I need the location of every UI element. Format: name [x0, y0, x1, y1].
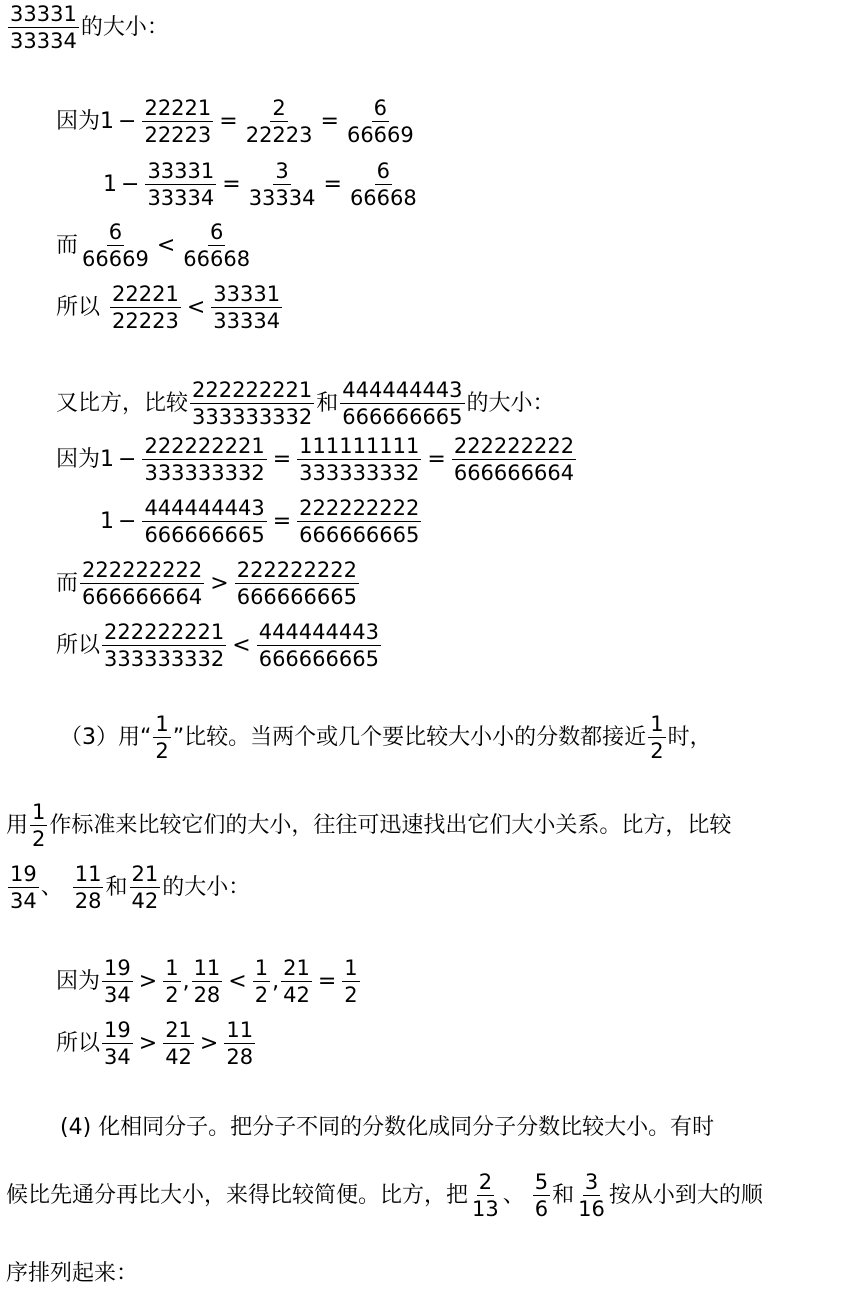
ex2-line3 [56, 558, 361, 609]
text: 按从小到大的顺 [608, 1182, 763, 1208]
fraction [110, 282, 181, 333]
denominator: 66669 [82, 247, 149, 272]
denominator: 66669 [346, 123, 414, 148]
denominator: 6 [534, 1197, 549, 1222]
numerator: 21 [163, 1018, 194, 1044]
ex1-line3 [56, 220, 254, 271]
denominator: 2 [650, 739, 664, 764]
fraction [130, 862, 161, 913]
numerator: 33331 [211, 282, 282, 308]
numerator: 3 [583, 1170, 600, 1196]
one: 1 [100, 108, 115, 134]
numerator: 6 [372, 96, 389, 122]
numerator: 22221 [142, 96, 213, 122]
denominator: 333333332 [104, 647, 225, 672]
numerator: 2 [270, 96, 287, 122]
text: 的大小： [466, 390, 555, 416]
denominator: 28 [226, 1045, 254, 1070]
lead-text: 而 [56, 232, 79, 258]
numerator: 6 [107, 220, 124, 246]
numerator: 222222221 [102, 620, 226, 646]
fraction [648, 712, 665, 763]
greater-than-sign: > [210, 570, 229, 596]
text: 、 [40, 874, 63, 900]
numerator: 1 [30, 800, 47, 826]
fraction [73, 862, 104, 913]
lead-text: 而 [56, 570, 79, 596]
comma: , [182, 968, 190, 994]
numerator: 21 [281, 956, 312, 982]
lead-text: 又比方，比较 [56, 390, 189, 416]
fraction [348, 159, 419, 210]
numerator: 19 [8, 862, 39, 888]
numerator: 22221 [110, 282, 181, 308]
numerator: 11 [73, 862, 104, 888]
less-than-sign: < [232, 632, 251, 658]
minus-sign: − [118, 508, 137, 534]
numerator: 1 [342, 956, 359, 982]
fraction [80, 558, 204, 609]
ex2-line1 [56, 434, 578, 485]
numerator: 1 [253, 956, 270, 982]
fraction [297, 496, 421, 547]
equals-sign: = [222, 171, 241, 197]
numerator: 2 [477, 1170, 494, 1196]
numerator: 33331 [8, 2, 79, 28]
fraction [163, 1018, 194, 1069]
denominator: 33334 [213, 309, 281, 334]
numerator: 222222221 [190, 378, 314, 404]
equals-sign: = [427, 446, 446, 472]
sec3-line5 [56, 1018, 257, 1069]
text: 候比先通分再比大小，来得比较简便。比方，把 [6, 1182, 469, 1208]
text: 作标准来比较它们的大小，往往可迅速找出它们大小关系。比方，比较 [49, 812, 732, 838]
ex1-line2 [103, 159, 421, 210]
fraction [80, 220, 151, 271]
denominator: 666666665 [299, 523, 420, 548]
denominator: 2 [32, 827, 46, 852]
fraction [340, 378, 464, 429]
numerator: 222222222 [235, 558, 359, 584]
text: 和 [105, 874, 128, 900]
fraction [253, 956, 270, 1007]
lead-text: 因为 [56, 108, 101, 134]
numerator: 1 [648, 712, 665, 738]
fraction [224, 1018, 255, 1069]
numerator: 5 [533, 1170, 550, 1196]
sec3-line2 [6, 800, 731, 851]
fraction [30, 800, 47, 851]
denominator: 13 [472, 1197, 499, 1222]
numerator: 222222222 [297, 496, 421, 522]
denominator: 666666665 [258, 647, 379, 672]
numerator: 444444443 [340, 378, 464, 404]
denominator: 333333332 [299, 461, 420, 486]
numerator: 19 [102, 1018, 133, 1044]
denominator: 66668 [183, 247, 251, 272]
ex2-line2 [100, 496, 423, 547]
denominator: 66668 [349, 186, 417, 211]
fraction [244, 96, 315, 147]
denominator: 34 [104, 983, 131, 1008]
text: 时， [667, 724, 712, 750]
fraction [533, 1170, 550, 1221]
fraction [8, 2, 79, 53]
sec3-line1 [60, 712, 712, 763]
lead-text: 所以 [56, 632, 101, 658]
denominator: 333333332 [144, 461, 265, 486]
comma: , [272, 968, 280, 994]
lead-text: 因为 [56, 446, 101, 472]
denominator: 42 [283, 983, 310, 1008]
numerator: 1 [153, 712, 170, 738]
text: 用 [6, 812, 29, 838]
numerator: 6 [208, 220, 225, 246]
numerator: 222222222 [80, 558, 204, 584]
sec4-line3: 序排列起来： [6, 1261, 139, 1286]
denominator: 34 [10, 889, 37, 914]
denominator: 33334 [147, 186, 215, 211]
text: 、 [502, 1182, 525, 1208]
numerator: 33331 [145, 159, 216, 185]
denominator: 666666665 [236, 585, 357, 610]
lead-text: 所以 [56, 294, 101, 320]
denominator: 22223 [144, 123, 212, 148]
fraction [142, 434, 266, 485]
numerator: 222222222 [452, 434, 576, 460]
equals-sign: = [317, 968, 337, 994]
ex1-line4 [56, 282, 284, 333]
denominator: 666666665 [342, 405, 463, 430]
one: 1 [103, 171, 117, 197]
lead-text: 因为 [56, 968, 101, 994]
one: 1 [100, 446, 115, 472]
greater-than-sign: > [138, 1030, 158, 1056]
fraction [8, 862, 39, 913]
denominator: 34 [104, 1045, 131, 1070]
denominator: 2 [155, 739, 169, 764]
denominator: 2 [165, 983, 179, 1008]
greater-than-sign: > [199, 1030, 219, 1056]
denominator: 666666665 [144, 523, 265, 548]
equals-sign: = [272, 508, 292, 534]
lead-text: 所以 [56, 1030, 101, 1056]
less-than-sign: < [186, 294, 206, 320]
denominator: 2 [254, 983, 269, 1008]
denominator: 28 [74, 889, 102, 914]
fraction [235, 558, 359, 609]
fraction [163, 956, 180, 1007]
ex2-line4 [56, 620, 383, 671]
denominator: 22223 [245, 123, 313, 148]
denominator: 42 [165, 1045, 192, 1070]
fraction [281, 956, 312, 1007]
greater-than-sign: > [138, 968, 158, 994]
denominator: 333333332 [192, 405, 313, 430]
fraction [297, 434, 421, 485]
one: 1 [100, 508, 114, 534]
numerator: 111111111 [297, 434, 421, 460]
fraction [576, 1170, 607, 1221]
fraction [102, 956, 133, 1007]
numerator: 11 [224, 1018, 255, 1044]
fraction [342, 956, 359, 1007]
sec3-line3 [6, 862, 250, 913]
denominator: 666666664 [453, 461, 575, 486]
numerator: 444444443 [142, 496, 266, 522]
text: （3）用“ [60, 724, 152, 750]
less-than-sign: < [156, 232, 176, 258]
fraction [247, 159, 318, 210]
numerator: 6 [375, 159, 392, 185]
numerator: 11 [192, 956, 223, 982]
less-than-sign: < [228, 968, 247, 994]
numerator: 21 [130, 862, 161, 888]
numerator: 3 [273, 159, 290, 185]
fraction [153, 712, 170, 763]
intro-line [6, 2, 169, 53]
fraction [102, 620, 226, 671]
fraction [192, 956, 223, 1007]
fraction [470, 1170, 501, 1221]
ex1-line1 [56, 96, 418, 147]
fraction [452, 434, 576, 485]
denominator: 28 [193, 983, 221, 1008]
text: 的大小： [162, 874, 251, 900]
fraction [102, 1018, 133, 1069]
equals-sign: = [323, 171, 342, 197]
fraction [181, 220, 252, 271]
fraction [211, 282, 282, 333]
ex2-line0 [56, 378, 555, 429]
fraction [142, 96, 213, 147]
denominator: 666666664 [82, 585, 203, 610]
denominator: 2 [344, 983, 358, 1008]
fraction [142, 496, 266, 547]
text: 的大小： [80, 14, 169, 40]
sec3-line4 [56, 956, 362, 1007]
minus-sign: − [121, 171, 140, 197]
fraction [145, 159, 216, 210]
denominator: 22223 [112, 309, 179, 334]
numerator: 1 [163, 956, 180, 982]
equals-sign: = [320, 108, 339, 134]
fraction [345, 96, 416, 147]
denominator: 33334 [248, 186, 316, 211]
fraction [257, 620, 381, 671]
denominator: 33334 [10, 29, 77, 54]
text: ”比较。当两个或几个要比较大小小的分数都接近 [172, 724, 647, 750]
sec4-line1: (4) 化相同分子。把分子不同的分数化成同分子分数比较大小。有时 [60, 1115, 715, 1140]
fraction [190, 378, 314, 429]
minus-sign: − [118, 108, 137, 134]
denominator: 16 [578, 1197, 605, 1222]
numerator: 19 [102, 956, 133, 982]
minus-sign: − [118, 446, 137, 472]
sec4-line2 [6, 1170, 763, 1221]
denominator: 42 [131, 889, 159, 914]
numerator: 222222221 [142, 434, 266, 460]
numerator: 444444443 [257, 620, 381, 646]
equals-sign: = [219, 108, 238, 134]
text: 和 [316, 390, 339, 416]
equals-sign: = [272, 446, 292, 472]
text: 和 [552, 1182, 575, 1208]
